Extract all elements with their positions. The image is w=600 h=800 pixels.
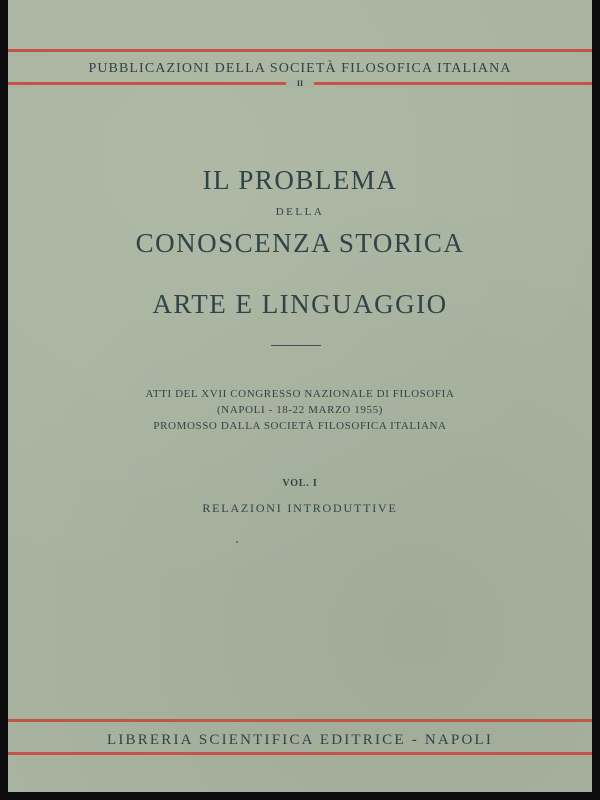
- volume-subtitle: RELAZIONI INTRODUTTIVE: [202, 501, 398, 515]
- proceedings-line-2: (NAPOLI - 18-22 MARZO 1955): [217, 404, 383, 416]
- publisher-imprint: LIBRERIA SCIENTIFICA EDITRICE - NAPOLI: [106, 732, 494, 748]
- volume-label: VOL. I: [282, 478, 318, 489]
- title-line-2: DELLA: [275, 206, 325, 218]
- title-line-4: ARTE E LINGUAGGIO: [152, 289, 448, 319]
- title-line-3: CONOSCENZA STORICA: [135, 228, 465, 258]
- title-line-1: IL PROBLEMA: [202, 165, 398, 195]
- series-number: II: [286, 79, 314, 88]
- bottom-red-rule-lower: [8, 752, 592, 755]
- paper-speck: [236, 541, 238, 543]
- proceedings-line-3: PROMOSSO DALLA SOCIETÀ FILOSOFICA ITALIANA: [153, 420, 447, 432]
- top-red-rule-upper: [8, 49, 592, 52]
- series-title: PUBBLICAZIONI DELLA SOCIETÀ FILOSOFICA ITALIANA: [88, 61, 512, 76]
- bottom-red-rule-upper: [8, 719, 592, 722]
- proceedings-line-1: ATTI DEL XVII CONGRESSO NAZIONALE DI FILOSOFIA: [145, 388, 455, 400]
- book-cover: [8, 0, 592, 792]
- title-divider: [271, 345, 321, 346]
